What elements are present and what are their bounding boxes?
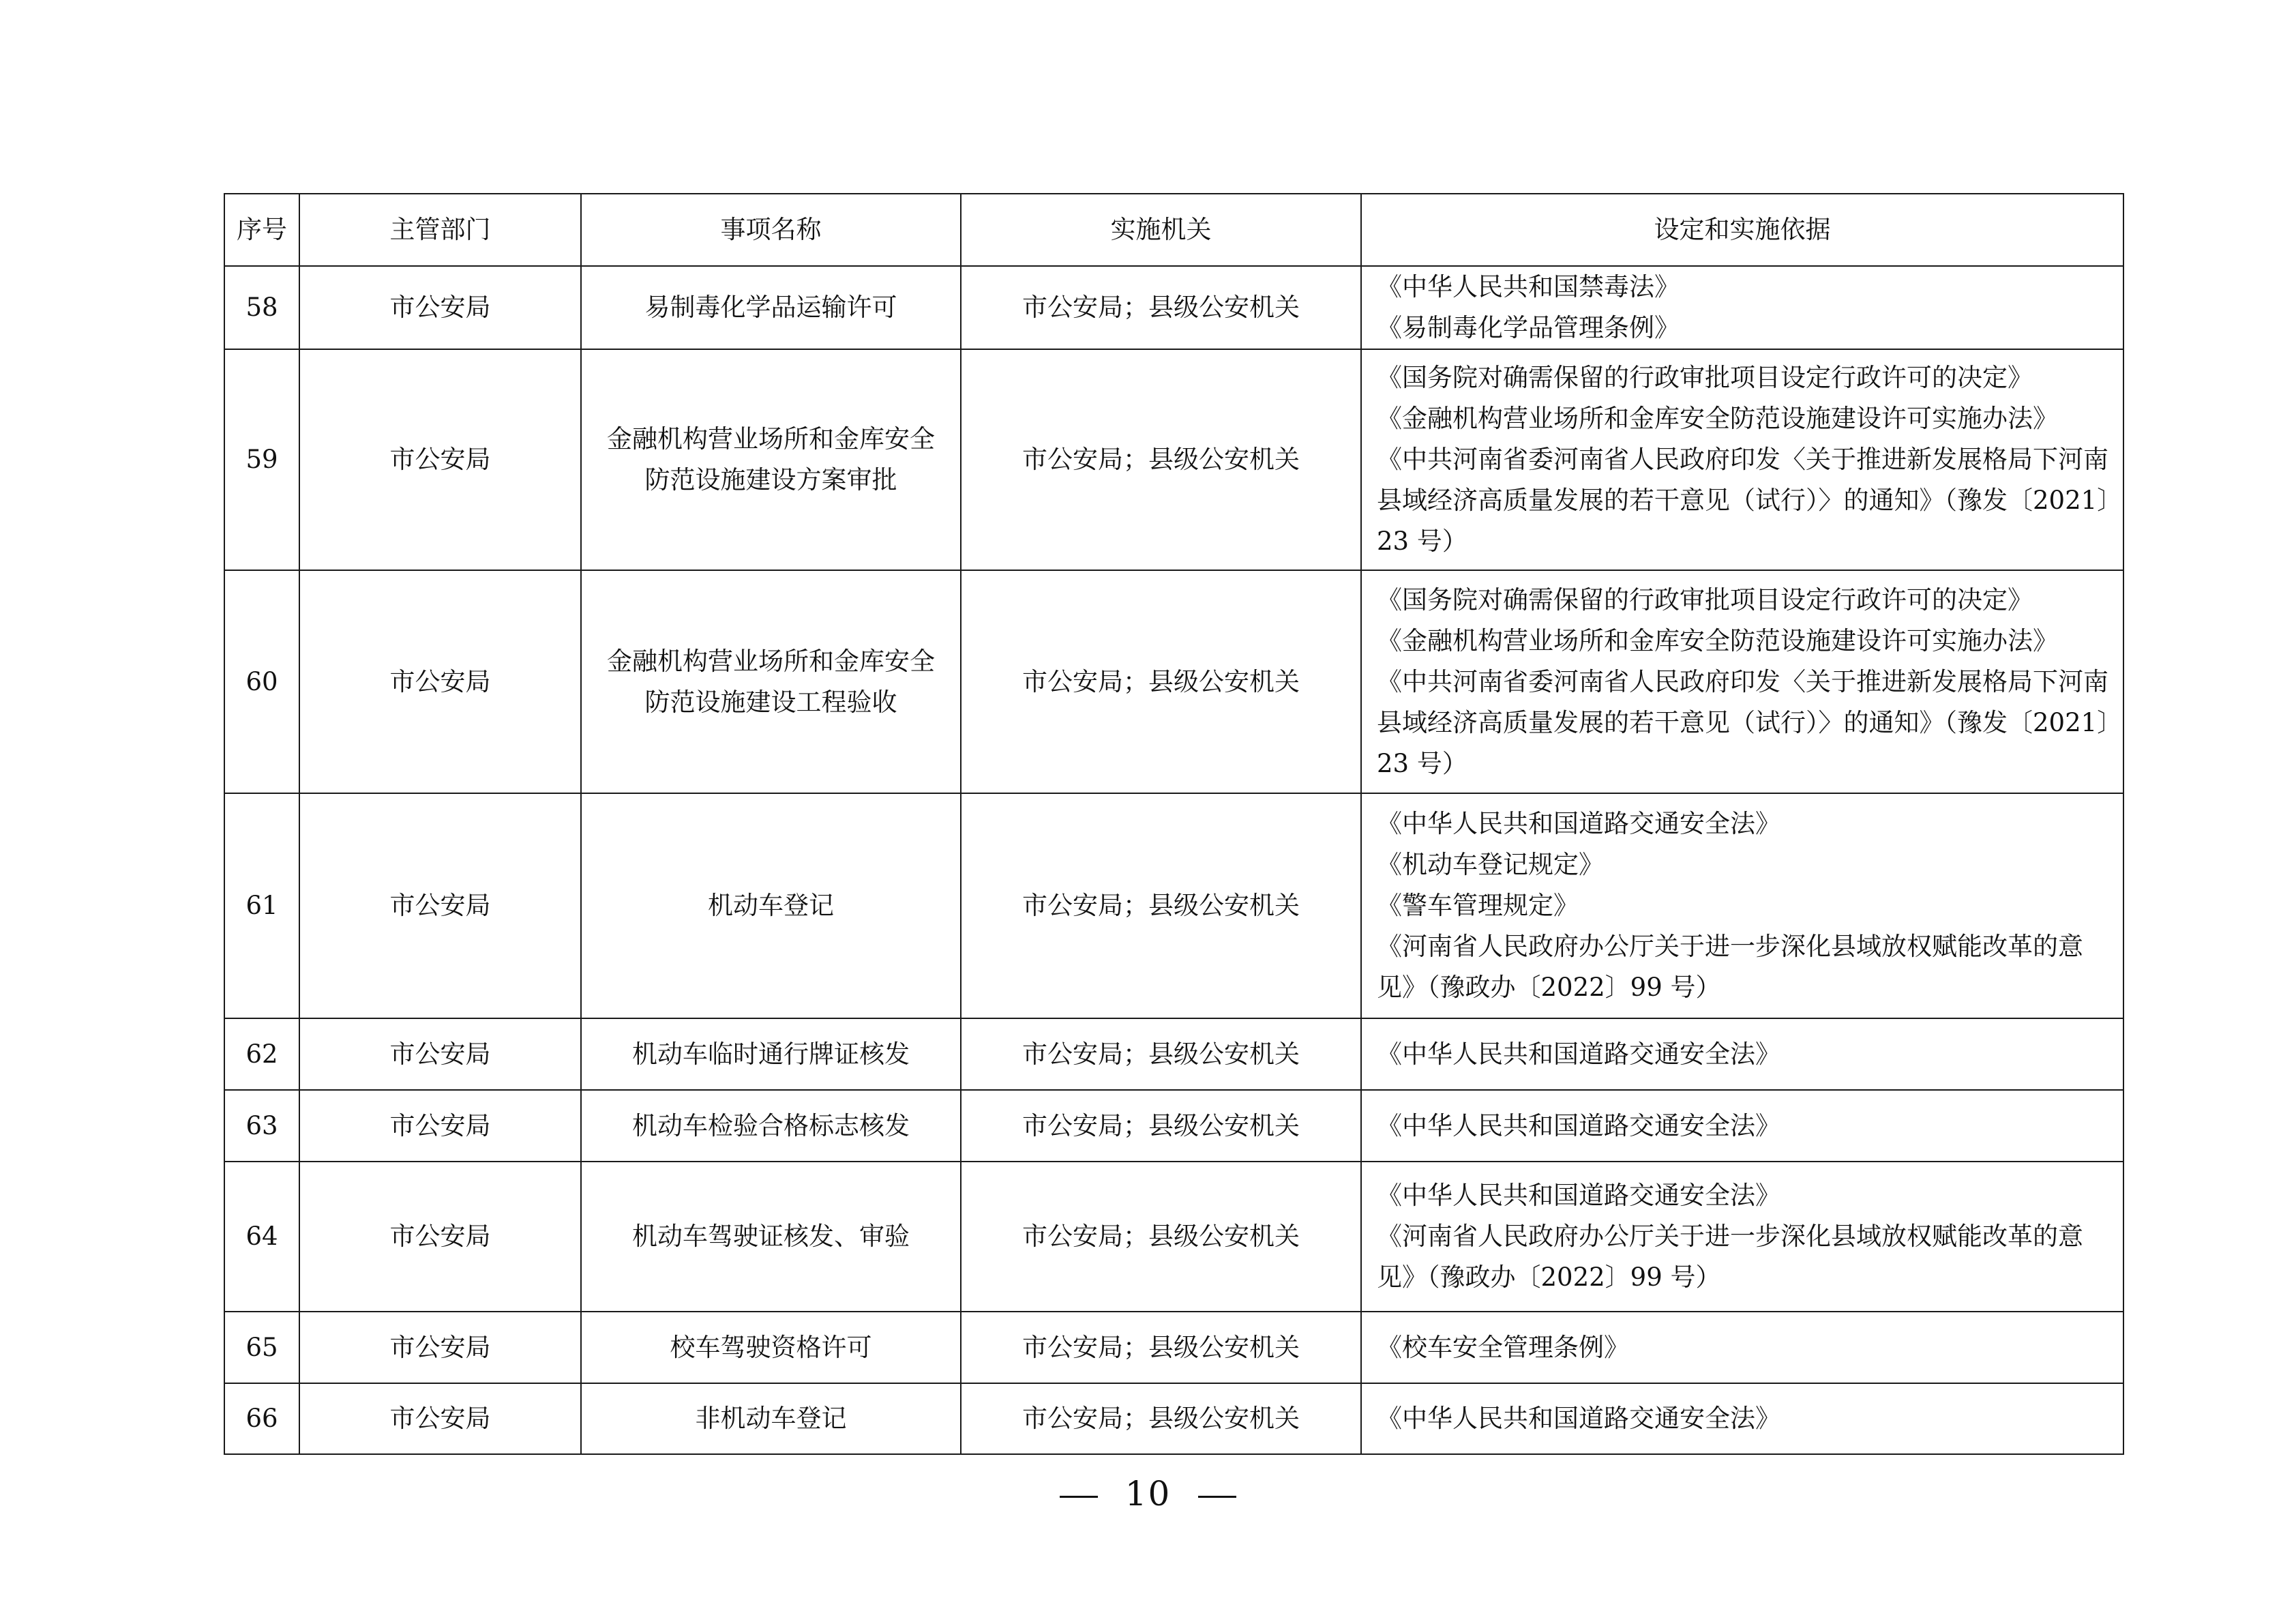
cell-serial-number: 66 <box>224 1383 299 1454</box>
permit-table <box>224 193 2124 1455</box>
cell-legal-basis <box>1361 793 2123 1018</box>
cell-agency: 市公安局；县级公安机关 <box>961 793 1361 1018</box>
cell-serial-number: 62 <box>224 1018 299 1090</box>
item-name-line: 防范设施建设方案审批 <box>644 465 897 494</box>
table-row <box>224 1383 2123 1454</box>
basis-line: 《河南省人民政府办公厅关于进一步深化县域放权赋能改革的意见》（豫政办〔2022〕99 号） <box>1377 932 2083 1002</box>
cell-item-name <box>581 1018 961 1090</box>
page-footer <box>0 1470 2296 1518</box>
cell-item-name <box>581 1383 961 1454</box>
cell-agency: 市公安局；县级公安机关 <box>961 570 1361 793</box>
cell-serial-number: 61 <box>224 793 299 1018</box>
basis-line: 《校车安全管理条例》 <box>1377 1332 1629 1362</box>
basis-line: 《易制毒化学品管理条例》 <box>1377 313 1680 342</box>
cell-department: 市公安局 <box>299 1018 581 1090</box>
item-name-line: 防范设施建设工程验收 <box>644 687 897 717</box>
dash-right <box>1198 1496 1236 1498</box>
cell-item-name <box>581 1090 961 1162</box>
item-name-line: 非机动车登记 <box>695 1404 847 1433</box>
cell-serial-number: 60 <box>224 570 299 793</box>
item-name-line: 机动车检验合格标志核发 <box>632 1110 910 1140</box>
cell-legal-basis <box>1361 349 2123 570</box>
cell-serial-number: 59 <box>224 349 299 570</box>
basis-line: 《机动车登记规定》 <box>1377 850 1604 879</box>
item-name-line: 校车驾驶资格许可 <box>670 1332 872 1362</box>
table-row <box>224 1090 2123 1162</box>
cell-serial-number: 65 <box>224 1312 299 1383</box>
cell-item-name <box>581 793 961 1018</box>
cell-legal-basis <box>1361 1090 2123 1162</box>
table-row <box>224 266 2123 349</box>
cell-serial-number: 58 <box>224 266 299 349</box>
header-item-name: 事项名称 <box>581 194 961 266</box>
cell-agency: 市公安局；县级公安机关 <box>961 1162 1361 1312</box>
cell-legal-basis <box>1361 1018 2123 1090</box>
cell-department: 市公安局 <box>299 1090 581 1162</box>
basis-line: 《国务院对确需保留的行政审批项目设定行政许可的决定》 <box>1377 585 2033 615</box>
cell-agency: 市公安局；县级公安机关 <box>961 266 1361 349</box>
cell-department: 市公安局 <box>299 1312 581 1383</box>
cell-department: 市公安局 <box>299 1162 581 1312</box>
cell-department: 市公安局 <box>299 1383 581 1454</box>
table-row <box>224 570 2123 793</box>
cell-legal-basis <box>1361 1162 2123 1312</box>
cell-agency: 市公安局；县级公安机关 <box>961 349 1361 570</box>
cell-serial-number: 64 <box>224 1162 299 1312</box>
basis-line: 《警车管理规定》 <box>1377 891 1579 920</box>
basis-line: 《金融机构营业场所和金库安全防范设施建设许可实施办法》 <box>1377 625 2058 655</box>
cell-department: 市公安局 <box>299 793 581 1018</box>
cell-serial-number: 63 <box>224 1090 299 1162</box>
cell-agency: 市公安局；县级公安机关 <box>961 1018 1361 1090</box>
cell-legal-basis <box>1361 570 2123 793</box>
cell-agency: 市公安局；县级公安机关 <box>961 1383 1361 1454</box>
cell-agency: 市公安局；县级公安机关 <box>961 1090 1361 1162</box>
basis-line: 《中华人民共和国道路交通安全法》 <box>1377 809 1780 838</box>
cell-department: 市公安局 <box>299 349 581 570</box>
header-department: 主管部门 <box>299 194 581 266</box>
table-header-row <box>224 194 2123 266</box>
cell-agency: 市公安局；县级公安机关 <box>961 1312 1361 1383</box>
cell-legal-basis <box>1361 266 2123 349</box>
page-number: 10 <box>1124 1474 1172 1514</box>
basis-line: 《中共河南省委河南省人民政府印发〈关于推进新发展格局下河南县域经济高质量发展的若干意见（试行）〉的通知》（豫发〔2021〕23 号） <box>1377 666 2110 778</box>
table-row <box>224 1312 2123 1383</box>
item-name-line: 易制毒化学品运输许可 <box>644 293 897 322</box>
basis-line: 《中华人民共和国道路交通安全法》 <box>1377 1039 1780 1069</box>
cell-item-name <box>581 349 961 570</box>
item-name-line: 机动车驾驶证核发、审验 <box>632 1222 910 1251</box>
basis-line: 《中华人民共和国道路交通安全法》 <box>1377 1181 1780 1210</box>
header-implementing-agency: 实施机关 <box>961 194 1361 266</box>
cell-department: 市公安局 <box>299 570 581 793</box>
cell-item-name <box>581 1162 961 1312</box>
table-row <box>224 349 2123 570</box>
cell-item-name <box>581 1312 961 1383</box>
header-legal-basis: 设定和实施依据 <box>1361 194 2123 266</box>
dash-left <box>1060 1496 1098 1498</box>
cell-department: 市公安局 <box>299 266 581 349</box>
table-row <box>224 1162 2123 1312</box>
basis-line: 《中共河南省委河南省人民政府印发〈关于推进新发展格局下河南县域经济高质量发展的若干意见（试行）〉的通知》（豫发〔2021〕23 号） <box>1377 445 2110 556</box>
cell-item-name <box>581 266 961 349</box>
basis-line: 《中华人民共和国禁毒法》 <box>1377 272 1680 301</box>
basis-line: 《金融机构营业场所和金库安全防范设施建设许可实施办法》 <box>1377 404 2058 433</box>
cell-legal-basis <box>1361 1312 2123 1383</box>
item-name-line: 金融机构营业场所和金库安全 <box>607 646 935 676</box>
item-name-line: 机动车登记 <box>708 891 834 920</box>
header-serial-number: 序号 <box>224 194 299 266</box>
table-row <box>224 793 2123 1018</box>
item-name-line: 机动车临时通行牌证核发 <box>632 1039 910 1069</box>
basis-line: 《中华人民共和国道路交通安全法》 <box>1377 1404 1780 1433</box>
cell-item-name <box>581 570 961 793</box>
item-name-line: 金融机构营业场所和金库安全 <box>607 424 935 454</box>
table-row <box>224 1018 2123 1090</box>
basis-line: 《国务院对确需保留的行政审批项目设定行政许可的决定》 <box>1377 363 2033 392</box>
basis-line: 《中华人民共和国道路交通安全法》 <box>1377 1110 1780 1140</box>
cell-legal-basis <box>1361 1383 2123 1454</box>
basis-line: 《河南省人民政府办公厅关于进一步深化县域放权赋能改革的意见》（豫政办〔2022〕99 号） <box>1377 1222 2083 1292</box>
